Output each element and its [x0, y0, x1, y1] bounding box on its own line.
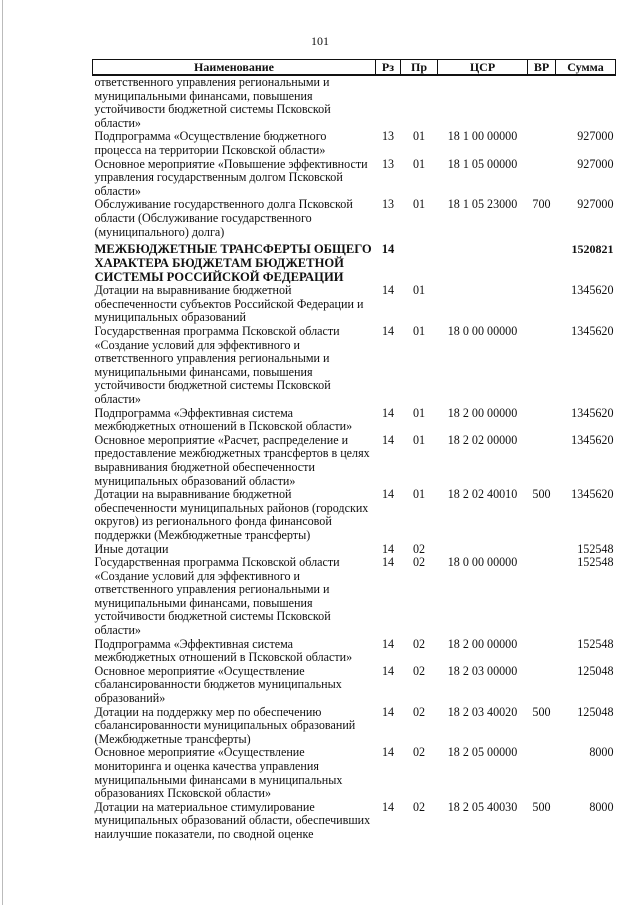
table-row — [93, 543, 616, 557]
row-sum: 927000 — [577, 156, 614, 171]
row-pr: 02 — [412, 704, 426, 719]
row-pr: 01 — [412, 324, 426, 339]
page-number: 101 — [311, 34, 329, 48]
row-pr: 01 — [412, 197, 426, 212]
row-vr: 500 — [532, 487, 551, 502]
row-pr: 01 — [412, 487, 426, 502]
table-row — [93, 434, 616, 488]
row-vr — [528, 130, 556, 157]
row-csr — [438, 239, 528, 284]
section-row — [93, 239, 616, 284]
row-pr: 02 — [412, 541, 426, 556]
row-name: Основное мероприятие «Осуществление мониторинга и оценка качества управления муниципальными финансами в муниципальных образованиях Псковской области» — [94, 745, 343, 801]
row-sum: 152548 — [577, 555, 614, 570]
row-csr: 18 0 00 00000 — [447, 324, 518, 339]
row-rz: 14 — [381, 799, 395, 814]
row-pr: 02 — [412, 555, 426, 570]
row-sum: 1345620 — [571, 283, 614, 298]
row-pr: 02 — [412, 636, 426, 651]
row-pr: 01 — [412, 283, 426, 298]
row-csr: 18 2 02 00000 — [447, 432, 518, 447]
row-rz: 14 — [381, 405, 395, 420]
row-vr — [528, 638, 556, 665]
row-rz: 14 — [381, 663, 395, 678]
row-pr: 02 — [412, 663, 426, 678]
table-row — [93, 638, 616, 665]
header-csr: ЦСР — [438, 60, 528, 76]
row-csr: 18 0 00 00000 — [447, 555, 518, 570]
row-csr — [438, 284, 528, 325]
row-vr — [528, 158, 556, 199]
row-csr: 18 2 03 00000 — [447, 663, 518, 678]
row-vr — [528, 75, 556, 130]
header-rz: Рз — [376, 60, 401, 76]
row-vr: 700 — [532, 197, 551, 212]
table-row — [93, 75, 616, 130]
table-row — [93, 130, 616, 157]
row-name: Обслуживание государственного долга Псковской области (Обслуживание государственного (муниципального) долга) — [94, 197, 353, 239]
row-pr: 01 — [412, 156, 426, 171]
row-rz: 14 — [381, 242, 395, 257]
row-sum: 1345620 — [571, 487, 614, 502]
row-vr — [528, 284, 556, 325]
row-rz: 14 — [381, 745, 395, 760]
section-name: МЕЖБЮДЖЕТНЫЕ ТРАНСФЕРТЫ ОБЩЕГО ХАРАКТЕРА БЮДЖЕТАМ БЮДЖЕТНОЙ СИСТЕМЫ РОССИЙСКОЙ ФЕДЕРАЦИИ — [94, 242, 372, 284]
table-row — [93, 407, 616, 434]
row-pr — [401, 75, 438, 130]
row-rz: 13 — [381, 129, 395, 144]
table-row — [93, 706, 616, 747]
row-vr — [528, 407, 556, 434]
row-sum: 152548 — [577, 541, 614, 556]
row-vr — [528, 239, 556, 284]
table-row — [93, 556, 616, 638]
row-rz: 14 — [381, 541, 395, 556]
table-row — [93, 158, 616, 199]
row-sum: 152548 — [577, 636, 614, 651]
row-csr: 18 2 00 00000 — [447, 405, 518, 420]
row-rz: 14 — [381, 636, 395, 651]
table-row — [93, 488, 616, 542]
row-rz: 14 — [381, 283, 395, 298]
row-name: ответственного управления региональными и муниципальными финансами, повышения устойчивости бюджетной системы Псковской области» — [94, 75, 331, 130]
row-name: Подпрограмма «Эффективная система межбюджетных отношений в Псковской области» — [94, 405, 353, 434]
row-sum — [556, 75, 616, 130]
row-csr — [438, 543, 528, 557]
row-csr: 18 1 05 23000 — [447, 197, 518, 212]
table-row — [93, 746, 616, 800]
row-name: Дотации на выравнивание бюджетной обеспеченности субъектов Российской Федерации и муниципальных образований — [94, 283, 364, 325]
row-pr: 01 — [412, 432, 426, 447]
row-name: Подпрограмма «Эффективная система межбюджетных отношений в Псковской области» — [94, 636, 353, 665]
header-name: Наименование — [93, 60, 376, 76]
row-rz — [376, 75, 401, 130]
row-name: Подпрограмма «Осуществление бюджетного процесса на территории Псковской области» — [94, 129, 327, 157]
row-name: Дотации на поддержку мер по обеспечению сбалансированности муниципальных образований (Межбюджетные трансферты) — [94, 704, 356, 746]
table-row — [93, 665, 616, 706]
row-vr: 500 — [532, 799, 551, 814]
budget-table — [92, 59, 616, 842]
row-csr: 18 2 05 40030 — [447, 799, 518, 814]
header-sum: Сумма — [556, 60, 616, 76]
row-rz: 14 — [381, 487, 395, 502]
row-rz: 14 — [381, 704, 395, 719]
row-name: Государственная программа Псковской области «Создание условий для эффективного и ответственного управления региональными и муниципальными финансами, повышения устойчивости бюджетной системы Псковской области» — [94, 324, 340, 406]
row-name: Основное мероприятие «Повышение эффективности управления государственным долгом Псковской области» — [94, 156, 368, 198]
row-sum: 927000 — [577, 197, 614, 212]
row-vr — [528, 746, 556, 800]
row-pr: 02 — [412, 745, 426, 760]
row-sum: 8000 — [589, 745, 614, 760]
row-csr: 18 1 00 00000 — [447, 129, 518, 144]
row-csr: 18 2 02 40010 — [447, 487, 518, 502]
row-name: Иные дотации — [94, 541, 169, 556]
row-pr: 02 — [412, 799, 426, 814]
row-sum: 1345620 — [571, 405, 614, 420]
table-row — [93, 284, 616, 325]
row-sum: 927000 — [577, 129, 614, 144]
row-csr: 18 2 00 00000 — [447, 636, 518, 651]
row-sum: 1520821 — [571, 242, 614, 257]
table-row — [93, 801, 616, 842]
row-pr: 01 — [412, 129, 426, 144]
row-vr — [528, 665, 556, 706]
table-row — [93, 325, 616, 407]
row-pr — [401, 239, 438, 284]
row-sum: 8000 — [589, 799, 614, 814]
table-header-row — [93, 60, 616, 76]
row-csr: 18 1 05 00000 — [447, 156, 518, 171]
row-rz: 13 — [381, 197, 395, 212]
row-sum: 125048 — [577, 704, 614, 719]
row-vr — [528, 325, 556, 407]
row-name: Основное мероприятие «Расчет, распределение и предоставление межбюджетных трансфертов в целях выравнивания бюджетной обеспеченности муниципальных образований области» — [94, 432, 370, 488]
row-sum: 125048 — [577, 663, 614, 678]
header-vr: ВР — [528, 60, 556, 76]
row-csr — [438, 75, 528, 130]
row-rz: 13 — [381, 156, 395, 171]
row-rz: 14 — [381, 432, 395, 447]
row-pr: 01 — [412, 405, 426, 420]
row-name: Основное мероприятие «Осуществление сбалансированности бюджетов муниципальных образований» — [94, 663, 342, 706]
row-name: Государственная программа Псковской области «Создание условий для эффективного и ответственного управления региональными и муниципальными финансами, повышения устойчивости бюджетной системы Псковской области» — [94, 555, 340, 638]
row-vr: 500 — [532, 704, 551, 719]
row-rz: 14 — [381, 555, 395, 570]
row-name: Дотации на выравнивание бюджетной обеспеченности муниципальных районов (городских округов) из регионального фонда финансовой поддержки (Межбюджетные трансферты) — [94, 487, 369, 542]
row-csr: 18 2 05 00000 — [447, 745, 518, 760]
row-vr — [528, 556, 556, 638]
row-csr: 18 2 03 40020 — [447, 704, 518, 719]
table-row — [93, 198, 616, 239]
row-vr — [528, 543, 556, 557]
row-sum: 1345620 — [571, 324, 614, 339]
row-rz: 14 — [381, 324, 395, 339]
header-pr: Пр — [401, 60, 438, 76]
row-name: Дотации на материальное стимулирование муниципальных образований области, обеспечивших наилучшие показатели, по сводной оценке — [94, 799, 371, 841]
scan-edge-mark — [2, 0, 3, 905]
row-sum: 1345620 — [571, 432, 614, 447]
row-vr — [528, 434, 556, 488]
